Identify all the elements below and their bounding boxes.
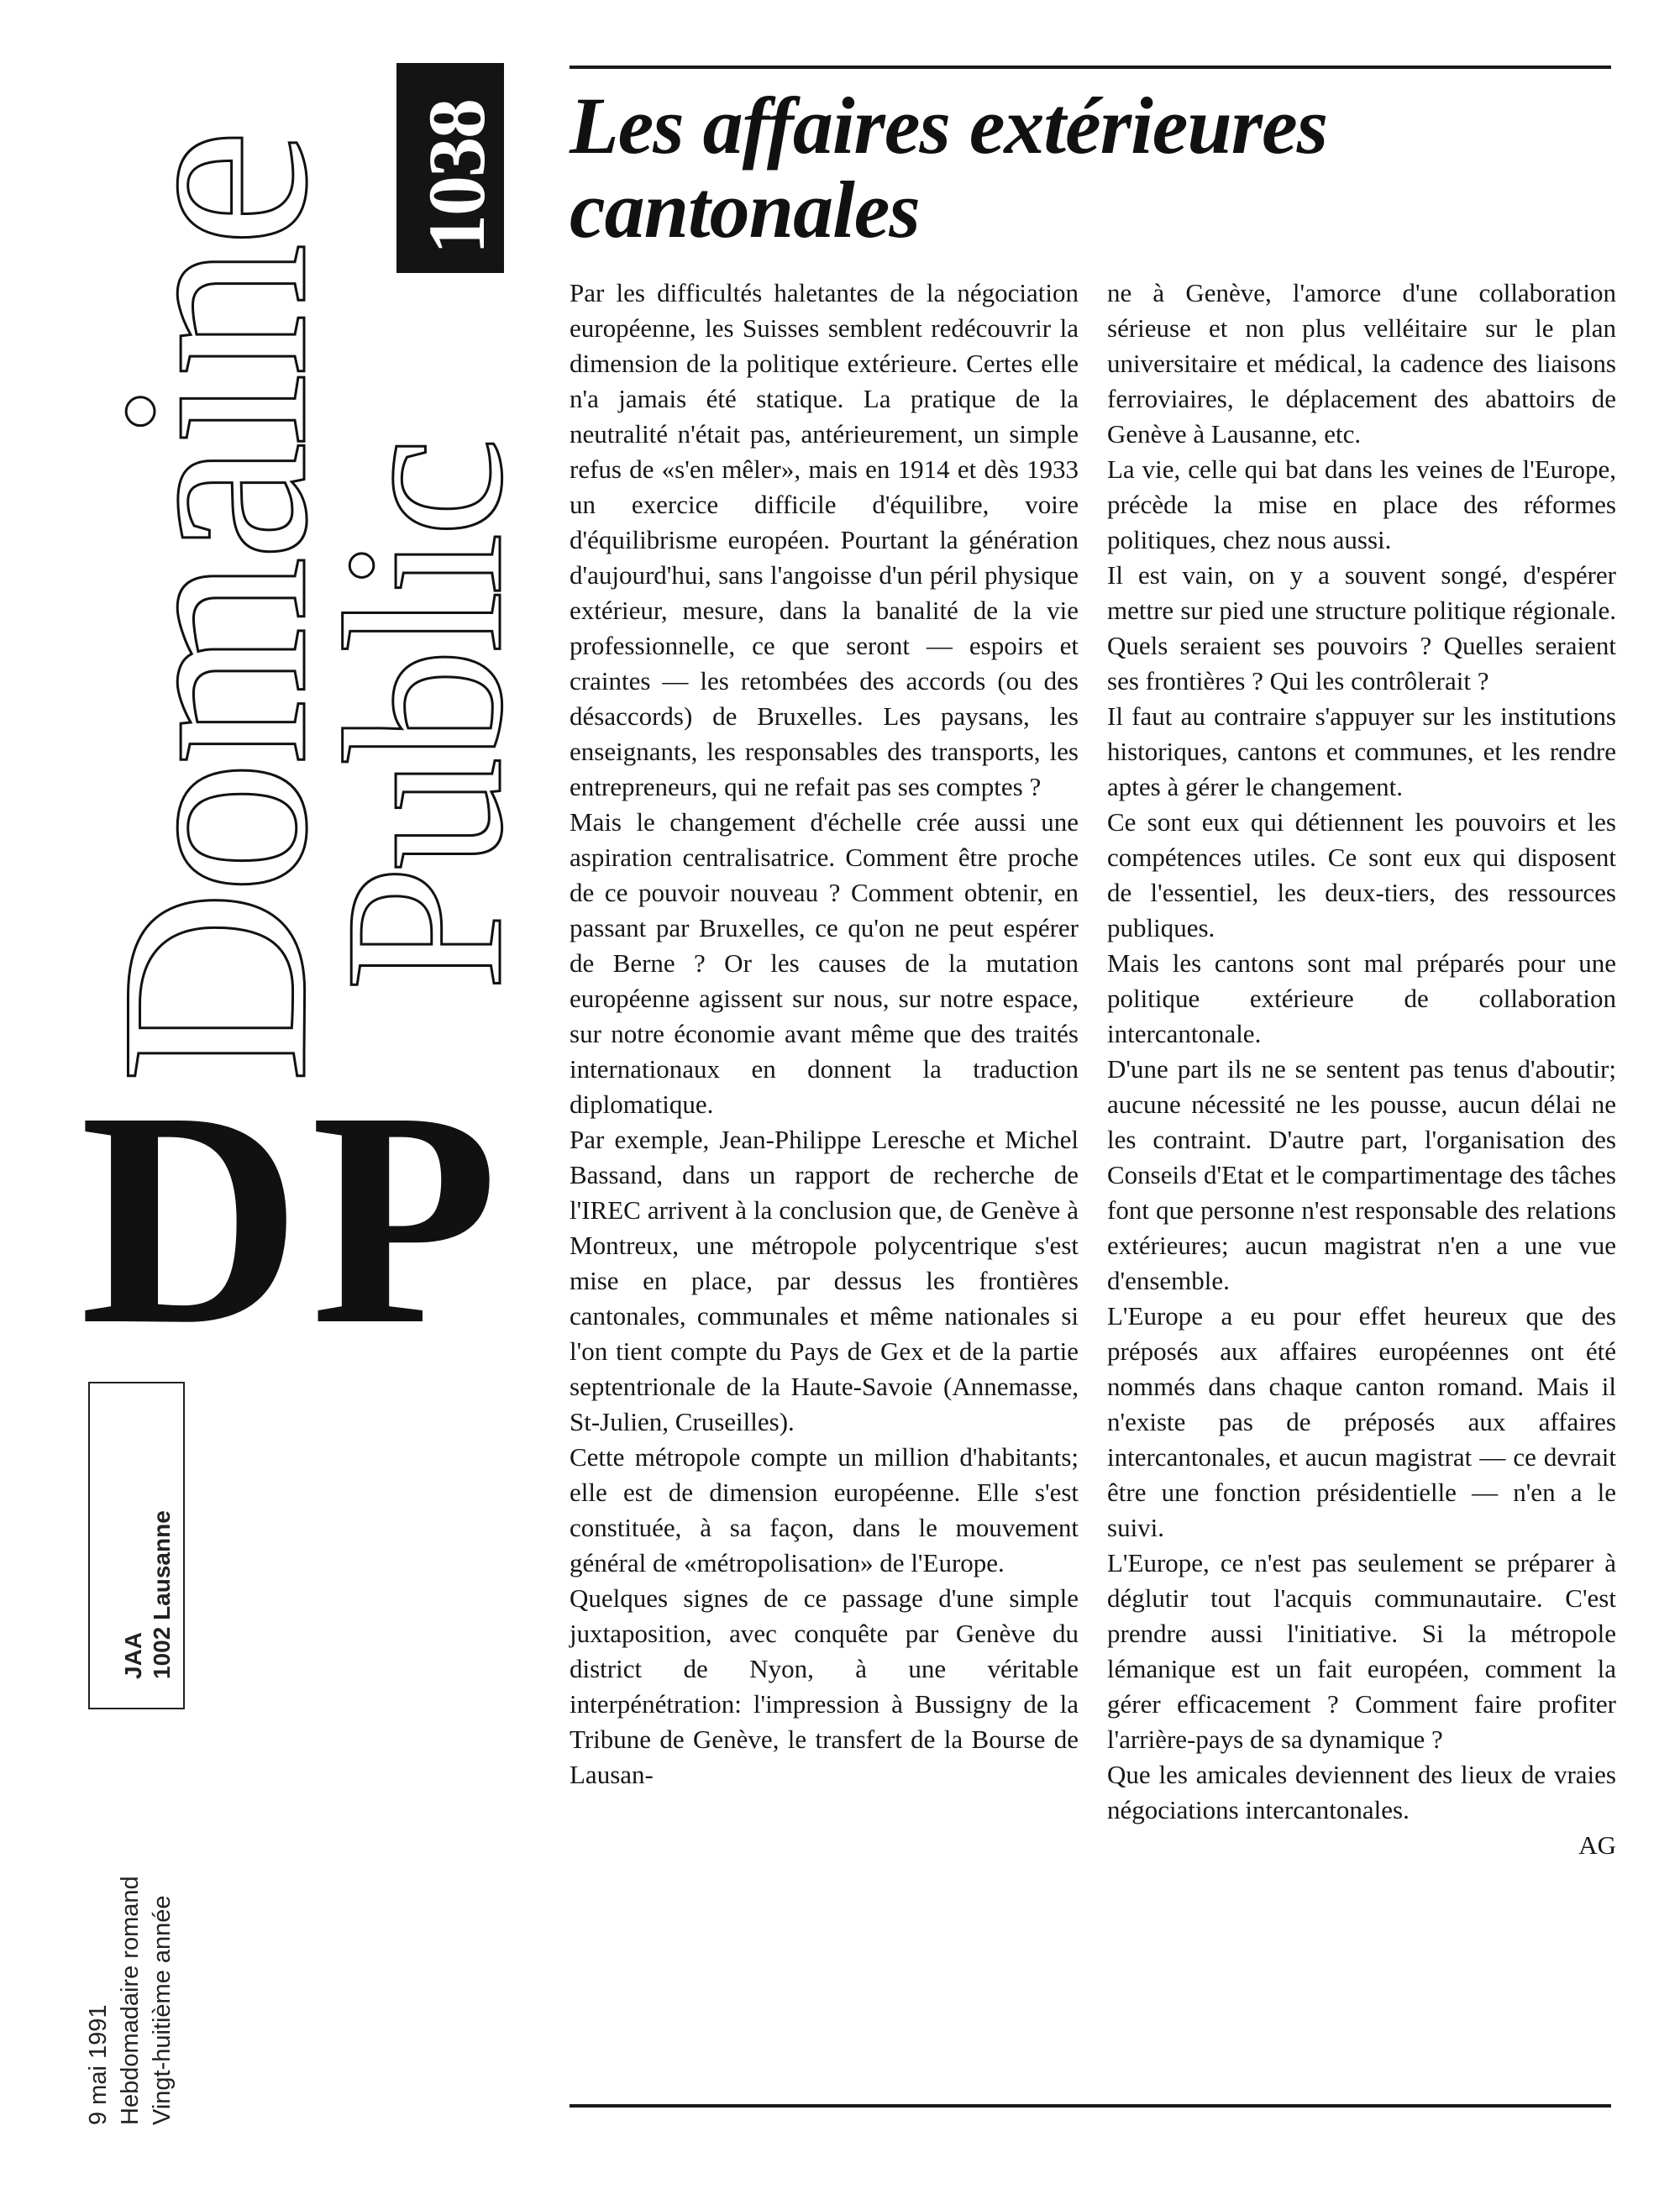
- paragraph: La vie, celle qui bat dans les veines de l'Europe, précède la mise en place des réformes politiques, chez nous aussi.: [1107, 454, 1616, 554]
- article-title-line-1: Les affaires extérieures: [570, 81, 1328, 171]
- top-rule: [570, 66, 1611, 69]
- paragraph: L'Europe, ce n'est pas seulement se préparer à déglutir tout l'acquis communautaire. C'est prendre aussi l'initiative. Si la métropole lémanique est un fait européen, comment la gérer efficacement ? Comment faire profiter l'arrière-pays de sa dynamique ?: [1107, 1548, 1616, 1754]
- publication-info: [80, 1831, 189, 2134]
- publication-date: 9 mai 1991: [85, 2004, 112, 2125]
- masthead-initial-p: P: [311, 1048, 498, 1388]
- masthead-title-public: Public: [298, 441, 549, 991]
- article-title: [570, 81, 1611, 255]
- paragraph: D'une part ils ne se sentent pas tenus d'aboutir; aucune nécessité ne les pousse, aucun délai ne les contraint. D'autre part, l'organisation des Conseils d'Etat et le compartimentage des tâches font que personne n'est responsable des relations extérieures; aucun magistrat n'en a une vue d'ensemble.: [1107, 1054, 1616, 1295]
- paragraph: L'Europe a eu pour effet heureux que des préposés aux affaires européennes ont été nommés dans chaque canton romand. Mais il n'existe pas de préposés aux affaires intercantonales, et aucun magistrat — ce devrait être une fonction présidentielle — n'en a le suivi.: [1107, 1301, 1616, 1542]
- paragraph: Par exemple, Jean-Philippe Leresche et Michel Bassand, dans un rapport de recherche de l'IREC arrivent à la conclusion que, de Genève à Montreux, une métropole polycentrique s'est mise en place, par dessus les frontières cantonales, communales et même nationales si l'on tient compte du Pays de Gex et de la partie septentrionale de la Haute-Savoie (Annemasse, St-Julien, Cruseilles).: [570, 1125, 1079, 1436]
- paragraph: Ce sont eux qui détiennent les pouvoirs et les compétences utiles. Ce sont eux qui disposent de l'essentiel, les deux-tiers, des ressources publiques.: [1107, 807, 1616, 942]
- postal-box: [88, 1382, 185, 1709]
- paragraph: Que les amicales deviennent des lieux de vraies négociations intercantonales.: [1107, 1760, 1616, 1824]
- paragraph: Mais le changement d'échelle crée aussi une aspiration centralisatrice. Comment être proche de ce pouvoir nouveau ? Comment obtenir, en passant par Bruxelles, ce qu'on ne peut espérer de Berne ? Or les causes de la mutation européenne agissent sur nous, sur notre espace, sur notre économie avant même que des traités internationaux en donnent la traduction diplomatique.: [570, 807, 1079, 1119]
- paragraph: Par les difficultés haletantes de la négociation européenne, les Suisses semblent redécouvrir la dimension de la politique extérieure. Certes elle n'a jamais été statique. La pratique de la neutralité n'était pas, antérieurement, un simple refus de «s'en mêler», mais en 1914 et dès 1933 un exercice difficile d'équilibre, voire d'équilibrisme européen. Pourtant la génération d'aujourd'hui, sans l'angoisse d'un péril physique extérieur, mesure, dans la banalité de la vie professionnelle, ce que seront — espoirs et craintes — les retombées des accords (ou des désaccords) de Bruxelles. Les paysans, les enseignants, les responsables des transports, les entrepreneurs, qui ne refait pas ses comptes ?: [570, 278, 1079, 801]
- paragraph: Il est vain, on y a souvent songé, d'espérer mettre sur pied une structure politique régionale. Quels seraient ses pouvoirs ? Quelles seraient ses frontières ? Qui les contrôlerait ?: [1107, 560, 1616, 696]
- masthead-initial-d: D: [80, 1048, 302, 1388]
- article-column-2: [1107, 276, 1616, 1863]
- paragraph: Mais les cantons sont mal préparés pour une politique extérieure de collaboration intercantonale.: [1107, 948, 1616, 1048]
- publication-year: Vingt-huitième année: [149, 1895, 176, 2125]
- paragraph: Quelques signes de ce passage d'une simple juxtaposition, avec conquête par Genève du district de Nyon, à une véritable interpénétration: l'impression à Bussigny de la Tribune de Genève, le transfert de la Bourse de Lausan-: [570, 1583, 1079, 1789]
- postal-address: 1002 Lausanne: [149, 1510, 175, 1679]
- masthead-title-domaine: Domaine: [66, 134, 363, 1084]
- paragraph: ne à Genève, l'amorce d'une collaboration sérieuse et non plus velléitaire sur le plan universitaire et médical, la cadence des liaisons ferroviaires, le déplacement des abattoirs de Genève à Lausanne, etc.: [1107, 278, 1616, 449]
- article-title-line-2: cantonales: [570, 165, 920, 255]
- paragraph: Cette métropole compte un million d'habitants; elle est de dimension européenne. Elle s'est constituée, à sa façon, dans le mouvement général de «métropolisation» de l'Europe.: [570, 1442, 1079, 1577]
- publication-frequency: Hebdomadaire romand: [117, 1876, 144, 2125]
- postal-jaa: JAA: [120, 1631, 146, 1679]
- bottom-rule: [570, 2104, 1611, 2108]
- issue-number-box: [396, 63, 504, 273]
- author-signature: AG: [1578, 1830, 1616, 1860]
- issue-number: 1038: [412, 100, 501, 255]
- paragraph: Il faut au contraire s'appuyer sur les institutions historiques, cantons et communes, et les rendre aptes à gérer le changement.: [1107, 701, 1616, 801]
- article-column-1: [570, 276, 1079, 1793]
